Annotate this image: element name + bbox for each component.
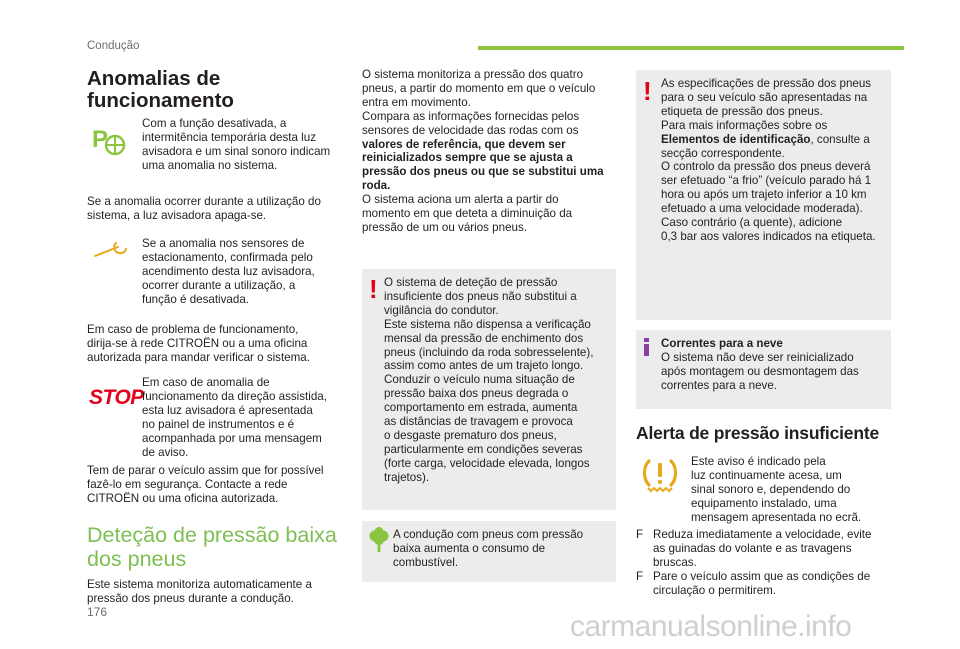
warning-exclamation-icon-2: ! xyxy=(643,76,652,106)
tpms-intro-paragraph: Este sistema monitoriza automaticamente a pressão dos pneus durante a condução. xyxy=(87,578,312,605)
eco-tip-text: A condução com pneus com pressão baixa aumenta o consumo de combustível. xyxy=(393,528,584,569)
anomaly-paragraph-6: Tem de parar o veículo assim que for possível fazê-lo em segurança. Contacte a rede CITROËN ou uma oficina autorizada. xyxy=(87,464,324,505)
page-number: 176 xyxy=(87,605,108,619)
section-label: Condução xyxy=(87,40,140,52)
anomaly-paragraph-2: Se a anomalia ocorrer durante a utilização do sistema, a luz avisadora apaga-se. xyxy=(87,195,321,222)
section-accent-bar xyxy=(478,46,904,50)
wrench-icon xyxy=(92,239,132,261)
pressure-alert-text: Este aviso é indicado pela luz continuamente acesa, um sinal sonoro e, dependendo do equipamento instalado, uma mensagem apresentada no ecrã. xyxy=(691,455,862,524)
info-icon xyxy=(644,338,650,356)
anomaly-paragraph-5: Em caso de anomalia de funcionamento da direção assistida, esta luz avisadora é apresentada no painel de instrumentos e é acompanhada por uma mensagem de aviso. xyxy=(142,376,327,459)
snow-chains-text: Correntes para a neve O sistema não deve ser reinicializado após montagem ou desmontagem das correntes para a neve. xyxy=(661,337,859,392)
tpms-heading: Deteção de pressão baixa dos pneus xyxy=(87,523,337,571)
svg-text:P: P xyxy=(92,126,109,153)
watermark: carmanualsonline.info xyxy=(570,610,852,643)
stop-icon: STOP xyxy=(89,386,144,409)
pressure-alert-heading: Alerta de pressão insuficiente xyxy=(636,423,879,443)
action-bullet: F Reduza imediatamente a velocidade, evite as guinadas do volante e as travagens bruscas. xyxy=(636,528,872,569)
warning-exclamation-icon: ! xyxy=(369,274,378,304)
anomaly-paragraph-4: Em caso de problema de funcionamento, dirija-se à rede CITROËN ou a uma oficina autorizada para mandar verificar o sistema. xyxy=(87,323,310,364)
pressure-spec-text: As especificações de pressão dos pneus para o seu veículo são apresentadas na etiqueta de pressão dos pneus. Para mais informações sobre os Elementos de identificação, consulte a secção correspondente. O controlo da pressão dos pneus deverá ser efetuado “a frio” (veículo parado há 1 hora ou após um trajeto inferior a 10 km efetuado a uma velocidade moderada). Caso contrário (a quente), adicione 0,3 bar aos valores indicados na etiqueta. xyxy=(661,77,876,243)
anomaly-paragraph-1: Com a função desativada, a intermitência temporária desta luz avisadora e um sinal sonoro indicam uma anomalia no sistema. xyxy=(142,117,331,172)
anomalias-heading: Anomalias de funcionamento xyxy=(87,67,234,112)
eco-tree-icon xyxy=(369,527,389,553)
tyre-pressure-warning-icon xyxy=(642,457,678,493)
parking-sensor-warning-icon xyxy=(92,123,128,159)
tpms-warning-text: O sistema de deteção de pressão insuficiente dos pneus não substitui a vigilância do condutor. Este sistema não dispensa a verificação mensal da pressão de enchimento dos pneus (incluindo da roda sobresselente), assim como antes de um trajeto longo. Conduzir o veículo numa situação de pressão baixa dos pneus degrada o comportamento em estrada, aumenta as distâncias de travagem e provoca o desgaste prematuro dos pneus, particularmente em condições severas (forte carga, velocidade elevada, longos trajetos). xyxy=(384,276,594,484)
action-bullet-list xyxy=(636,528,871,598)
action-bullet: F Pare o veículo assim que as condições de circulação o permitirem. xyxy=(636,569,871,597)
anomaly-paragraph-3: Se a anomalia nos sensores de estacionamento, confirmada pelo acendimento desta luz avisadora, ocorrer durante a utilização, a função é desativada. xyxy=(142,237,315,306)
tpms-description: O sistema monitoriza a pressão dos quatro pneus, a partir do momento em que o veículo entra em movimento. Compara as informações fornecidas pelos sensores de velocidade das rodas com os valores de referência, que devem ser reinicializados sempre que se ajusta a pressão dos pneus ou que se substitui uma roda. O sistema aciona um alerta a partir do momento em que deteta a diminuição da pressão de um ou vários pneus. xyxy=(362,68,604,234)
